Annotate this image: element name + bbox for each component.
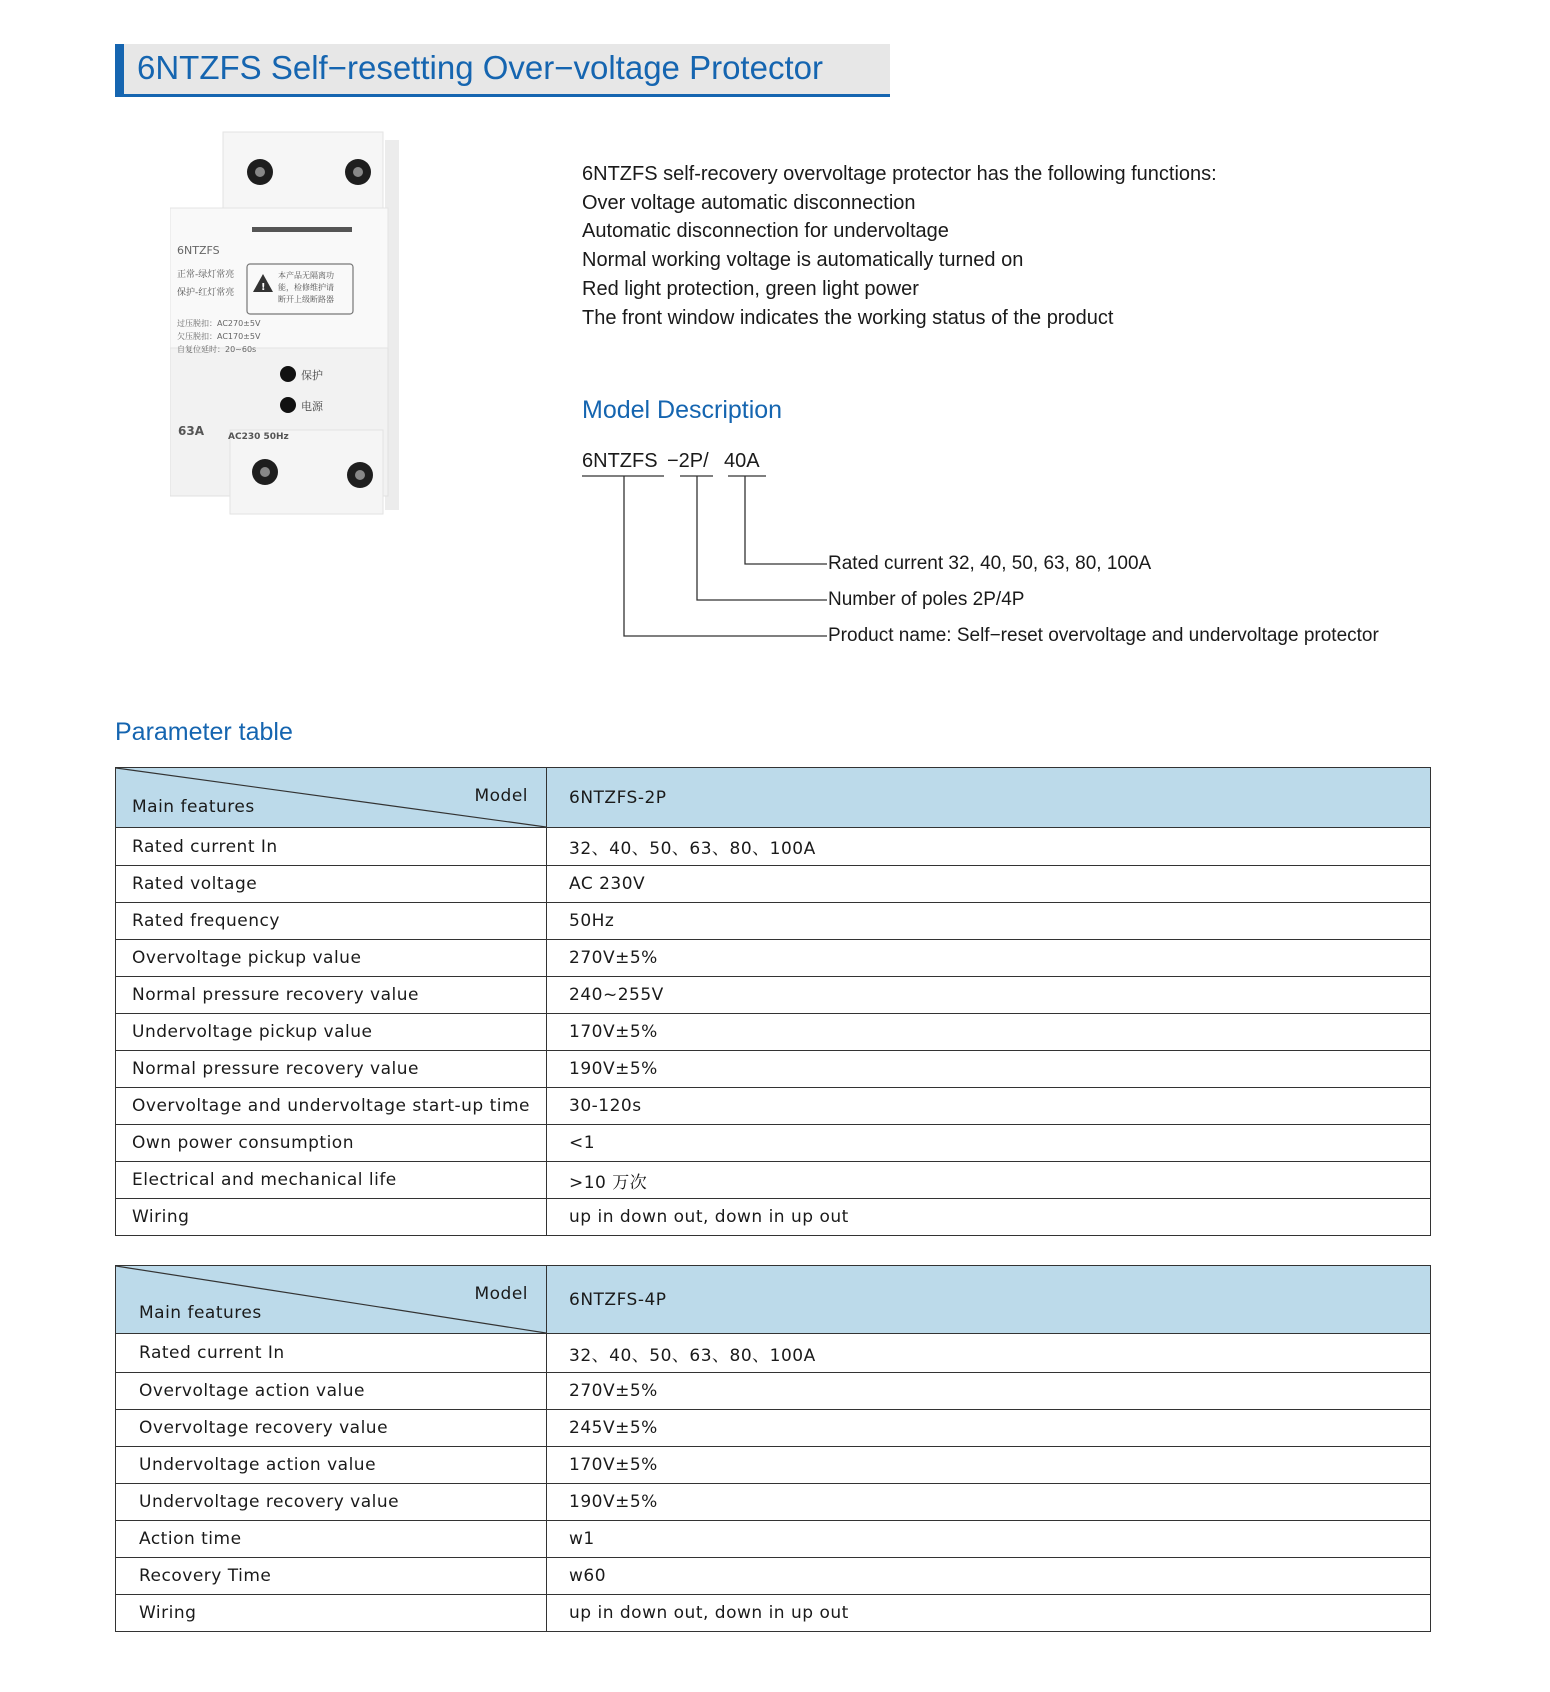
table-row [116,1334,1431,1373]
table-header-row [116,1266,1431,1334]
table-row [116,1014,1431,1051]
parameter-table-4p [115,1265,1431,1632]
functions-intro: 6NTZFS self-recovery overvoltage protector has the following functions: [582,163,1217,185]
parameter-table-heading: Parameter table [115,718,293,746]
spec-delay: 自复位延时：20~60s [177,345,257,354]
value-cell: 32、40、50、63、80、100A [547,1334,1431,1373]
product-brand: 6NTZFS [177,244,220,257]
table-row [116,1199,1431,1236]
model-explanation-current: Rated current 32, 40, 50, 63, 80, 100A [828,553,1152,574]
table-row [116,828,1431,866]
feature-cell: Normal pressure recovery value [116,977,547,1014]
table-row [116,1088,1431,1125]
feature-cell: Own power consumption [116,1125,547,1162]
table-row [116,1125,1431,1162]
value-cell: w60 [547,1558,1431,1595]
table-row [116,1521,1431,1558]
value-cell: 190V±5% [547,1051,1431,1088]
feature-cell: Rated voltage [116,866,547,903]
function-item: Red light protection, green light power [582,277,919,300]
table-row [116,903,1431,940]
value-cell: AC 230V [547,866,1431,903]
feature-cell: Overvoltage and undervoltage start-up time [116,1088,547,1125]
led-power-label: 电源 [301,400,323,413]
code-part-series: 6NTZFS [582,450,658,472]
feature-cell: Rated current In [116,1334,547,1373]
feature-cell: Undervoltage pickup value [116,1014,547,1051]
rating-label: 63A [178,424,204,438]
value-cell: <1 [547,1125,1431,1162]
table-row [116,977,1431,1014]
spec-undervoltage: 欠压脱扣：AC170±5V [177,332,261,341]
svg-text:!: ! [261,282,266,293]
warning-line-3: 断开上级断路器 [278,295,334,304]
page-title: 6NTZFS Self−resetting Over−voltage Protector [137,49,823,86]
table-corner-cell [116,1266,547,1334]
model-name-cell: 6NTZFS-4P [547,1266,1431,1334]
value-cell: 30-120s [547,1088,1431,1125]
corner-features-label: Main features [132,797,255,817]
function-item: Normal working voltage is automatically turned on [582,249,1024,272]
feature-cell: Overvoltage pickup value [116,940,547,977]
table-row [116,1410,1431,1447]
feature-cell: Overvoltage recovery value [116,1410,547,1447]
code-part-current: 40A [724,450,760,472]
value-cell: 240~255V [547,977,1431,1014]
table-row [116,1484,1431,1521]
value-cell: 245V±5% [547,1410,1431,1447]
value-cell: 190V±5% [547,1484,1431,1521]
value-cell: 170V±5% [547,1014,1431,1051]
value-cell: w1 [547,1521,1431,1558]
table-row [116,1373,1431,1410]
value-cell: 50Hz [547,903,1431,940]
value-cell: >10 万次 [547,1162,1431,1199]
model-description-heading: Model Description [582,396,783,424]
warning-line-1: 本产品无隔离功 [278,271,334,280]
spec-overvoltage: 过压脱扣：AC270±5V [177,319,261,328]
legend-normal: 正常-绿灯常亮 [177,270,235,280]
feature-cell: Recovery Time [116,1558,547,1595]
corner-model-label: Model [474,1284,528,1304]
feature-cell: Normal pressure recovery value [116,1051,547,1088]
feature-cell: Overvoltage action value [116,1373,547,1410]
function-item: The front window indicates the working status of the product [582,306,1114,329]
legend-protect: 保护-红灯常亮 [177,288,235,298]
code-part-poles: −2P/ [667,450,709,472]
supply-label: AC230 50Hz [228,432,289,442]
table-row [116,1162,1431,1199]
model-explanation-poles: Number of poles 2P/4P [828,589,1025,610]
value-cell: 32、40、50、63、80、100A [547,828,1431,866]
function-item: Over voltage automatic disconnection [582,191,916,214]
table-header-row [116,768,1431,828]
value-cell: up in down out, down in up out [547,1595,1431,1632]
feature-cell: Electrical and mechanical life [116,1162,547,1199]
feature-cell: Undervoltage action value [116,1447,547,1484]
table-row [116,1558,1431,1595]
parameter-table-2p [115,767,1431,1236]
table-corner-cell [116,768,547,828]
corner-features-label: Main features [139,1303,262,1323]
feature-cell: Undervoltage recovery value [116,1484,547,1521]
corner-model-label: Model [474,786,528,806]
model-explanation-name: Product name: Self−reset overvoltage and undervoltage protector [828,625,1379,646]
value-cell: 270V±5% [547,940,1431,977]
function-item: Automatic disconnection for undervoltage [582,220,949,243]
feature-cell: Wiring [116,1595,547,1632]
table-row [116,1447,1431,1484]
warning-line-2: 能，检修维护请 [278,283,334,292]
model-name-cell: 6NTZFS-2P [547,768,1431,828]
value-cell: 170V±5% [547,1447,1431,1484]
table-row [116,1051,1431,1088]
led-protect-label: 保护 [301,369,323,382]
table-row [116,866,1431,903]
table-row [116,940,1431,977]
value-cell: up in down out, down in up out [547,1199,1431,1236]
feature-cell: Rated frequency [116,903,547,940]
feature-cell: Rated current In [116,828,547,866]
feature-cell: Action time [116,1521,547,1558]
feature-cell: Wiring [116,1199,547,1236]
value-cell: 270V±5% [547,1373,1431,1410]
table-row [116,1595,1431,1632]
